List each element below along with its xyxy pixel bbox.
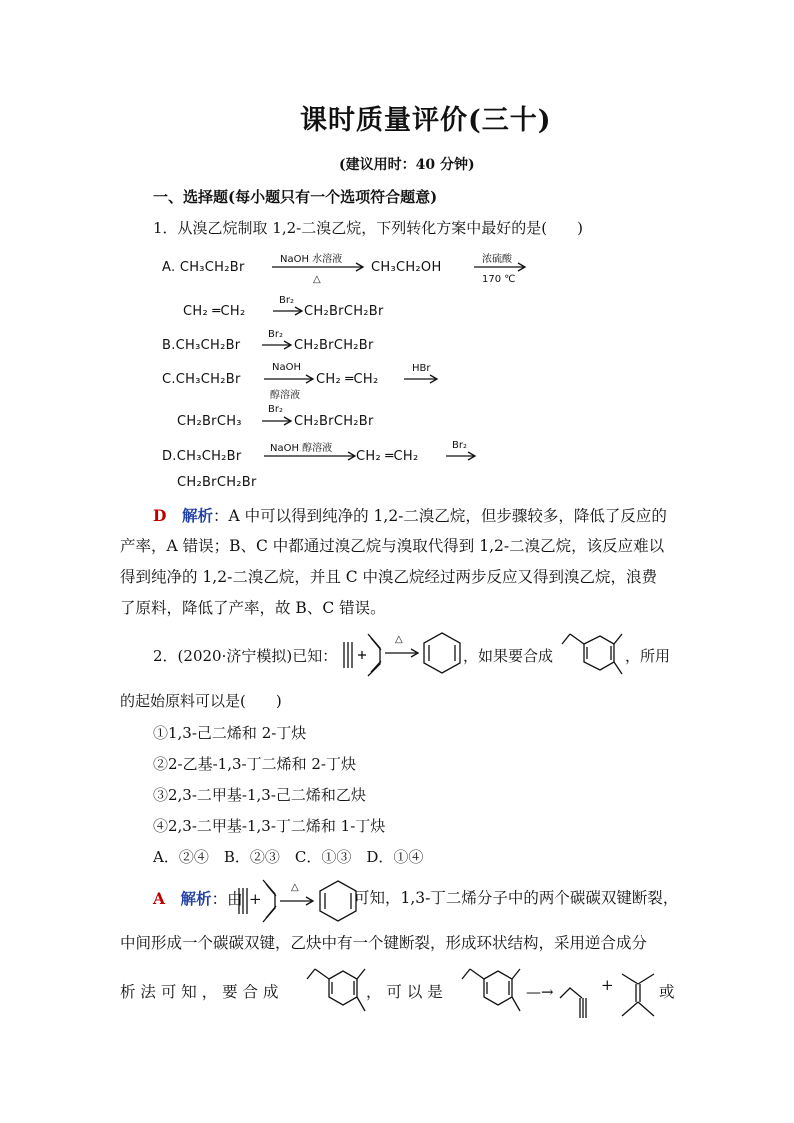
q1-c-arrow1-bottom: 醇溶液 [270,390,300,401]
q1-d-start: D.CH₃CH₂Br [162,449,242,464]
q2-mid-text: ，如果要合成 [463,647,554,665]
q1-analysis-text: ：A 中可以得到纯净的 1,2-二溴乙烷，但步骤较多，降低了反应的 [212,507,667,525]
q2-analysis-prefix: ：由 [211,890,243,908]
q2-analysis-line1-rest: 可知，1,3-丁二烯分子中的两个碳碳双键断裂， [354,889,679,907]
q1-b-end: CH₂BrCH₂Br [294,338,374,353]
q1-a-arrow2-top: 浓硫酸 [482,254,512,265]
q1-b-arrow-top: Br₂ [268,329,283,340]
q2-option-2: ②2-乙基-1,3-丁二烯和 2-丁炔 [153,755,356,773]
q1-a-arrow3-top: Br₂ [279,295,294,306]
q1-answer: D [153,506,167,525]
reaction-arrow [270,262,370,272]
q2-analysis-line3-a: 析 法 可 知 ， 要 合 成 [120,983,279,1001]
target-molecule-structure [556,630,624,680]
q1-c-arrow1-top: NaOH [272,362,301,373]
reaction-arrow [472,262,532,272]
target-molecule-structure [458,967,522,1019]
q1-c-line2-end: CH₂BrCH₂Br [294,414,374,429]
q1-analysis-line4: 了原料，降低了产率，故 B、C 错误。 [120,599,386,617]
q2-answer: A [153,889,166,908]
reaction-arrow [278,896,318,906]
reaction-arrow [383,648,423,658]
q1-d-arrow2-top: Br₂ [452,440,467,451]
target-molecule-structure [303,967,367,1019]
q1-analysis-line1 [153,500,667,532]
q2-line2: 的起始原料可以是( ) [120,692,282,710]
q1-c-start: C.CH₃CH₂Br [162,372,241,387]
q1-c-arrow2-top: HBr [412,363,431,374]
q2-analysis-line3-b: ， 可 以 是 [366,983,443,1001]
q2-suffix: ，所用 [625,647,671,665]
q1-a-start: A. CH₃CH₂Br [162,260,245,275]
q1-d-arrow1-top: NaOH 醇溶液 [270,443,333,454]
q2-analysis-plus: + [249,890,262,908]
q1-analysis-line3: 得到纯净的 1,2-二溴乙烷，并且 C 中溴乙烷经过两步反应又得到溴乙烷，浪费 [120,568,658,586]
q2-option-1: ①1,3-己二烯和 2-丁炔 [153,724,307,742]
q1-d-line2: CH₂BrCH₂Br [177,475,257,490]
q1-a-arrow1-top: NaOH 水溶液 [280,254,343,265]
q1-c-arrow3-top: Br₂ [268,404,283,415]
page-subtitle: (建议用时：40 分钟) [339,157,475,173]
q2-option-4: ④2,3-二甲基-1,3-丁二烯和 1-丁炔 [153,817,386,835]
q1-a-mid: CH₃CH₂OH [371,260,442,275]
cyclohexadiene-structure [420,630,464,676]
q1-d-mid: CH₂ ═CH₂ [356,449,419,464]
reaction-arrow [402,374,442,384]
reaction-arrow [444,451,480,461]
q2-analysis-line1-start [153,883,243,915]
q1-analysis-label: 解析 [181,506,213,525]
q1-stem: 1．从溴乙烷制取 1,2-二溴乙烷，下列转化方案中最好的是( ) [153,219,583,237]
reaction-arrow [260,416,296,426]
q2-prefix: 2．(2020·济宁模拟)已知： [153,647,338,665]
reaction-arrow [260,340,296,350]
alkyne-structure [236,880,250,920]
reaction-arrow [262,451,360,461]
q2-option-3: ③2,3-二甲基-1,3-己二烯和乙炔 [153,786,366,804]
alkyne-plus-diene-structure [336,628,386,678]
q2-analysis-plus2: + [601,976,614,994]
butadiene-structure [260,876,280,924]
butyne-structure [556,980,590,1022]
q1-analysis-line2: 产率，A 错误；B、C 中都通过溴乙烷与溴取代得到 1,2-二溴乙烷，该反应难以 [120,537,665,555]
q1-a-line2-start: CH₂ ═CH₂ [183,304,246,319]
q2-arrow-cond: △ [395,634,403,645]
q2-analysis-arrow-cond: △ [291,882,299,893]
reaction-arrow [271,306,307,316]
page-title: 课时质量评价(三十) [300,105,552,136]
q1-c-mid: CH₂ ═CH₂ [316,372,379,387]
q2-analysis-line2: 中间形成一个碳碳双键，乙炔中有一个键断裂，形成环状结构，采用逆合成分 [120,934,648,952]
q2-analysis-label: 解析 [180,889,212,908]
q2-retro-arrow: —→ [526,983,554,1001]
dimethylbutadiene-structure [618,970,658,1022]
section-heading: 一、选择题(每小题只有一个选项符合题意) [153,188,438,206]
reaction-arrow [262,374,318,384]
q1-b-start: B.CH₃CH₂Br [162,338,241,353]
q1-c-line2-start: CH₂BrCH₃ [177,414,242,429]
q1-a-arrow2-bottom: 170 ℃ [482,274,516,285]
q2-analysis-line3-end: 或 [659,983,675,1001]
q2-choices: A．②④ B．②③ C．①③ D．①④ [153,848,424,866]
q1-a-arrow1-bottom: △ [313,274,321,285]
q1-a-line2-end: CH₂BrCH₂Br [304,304,384,319]
